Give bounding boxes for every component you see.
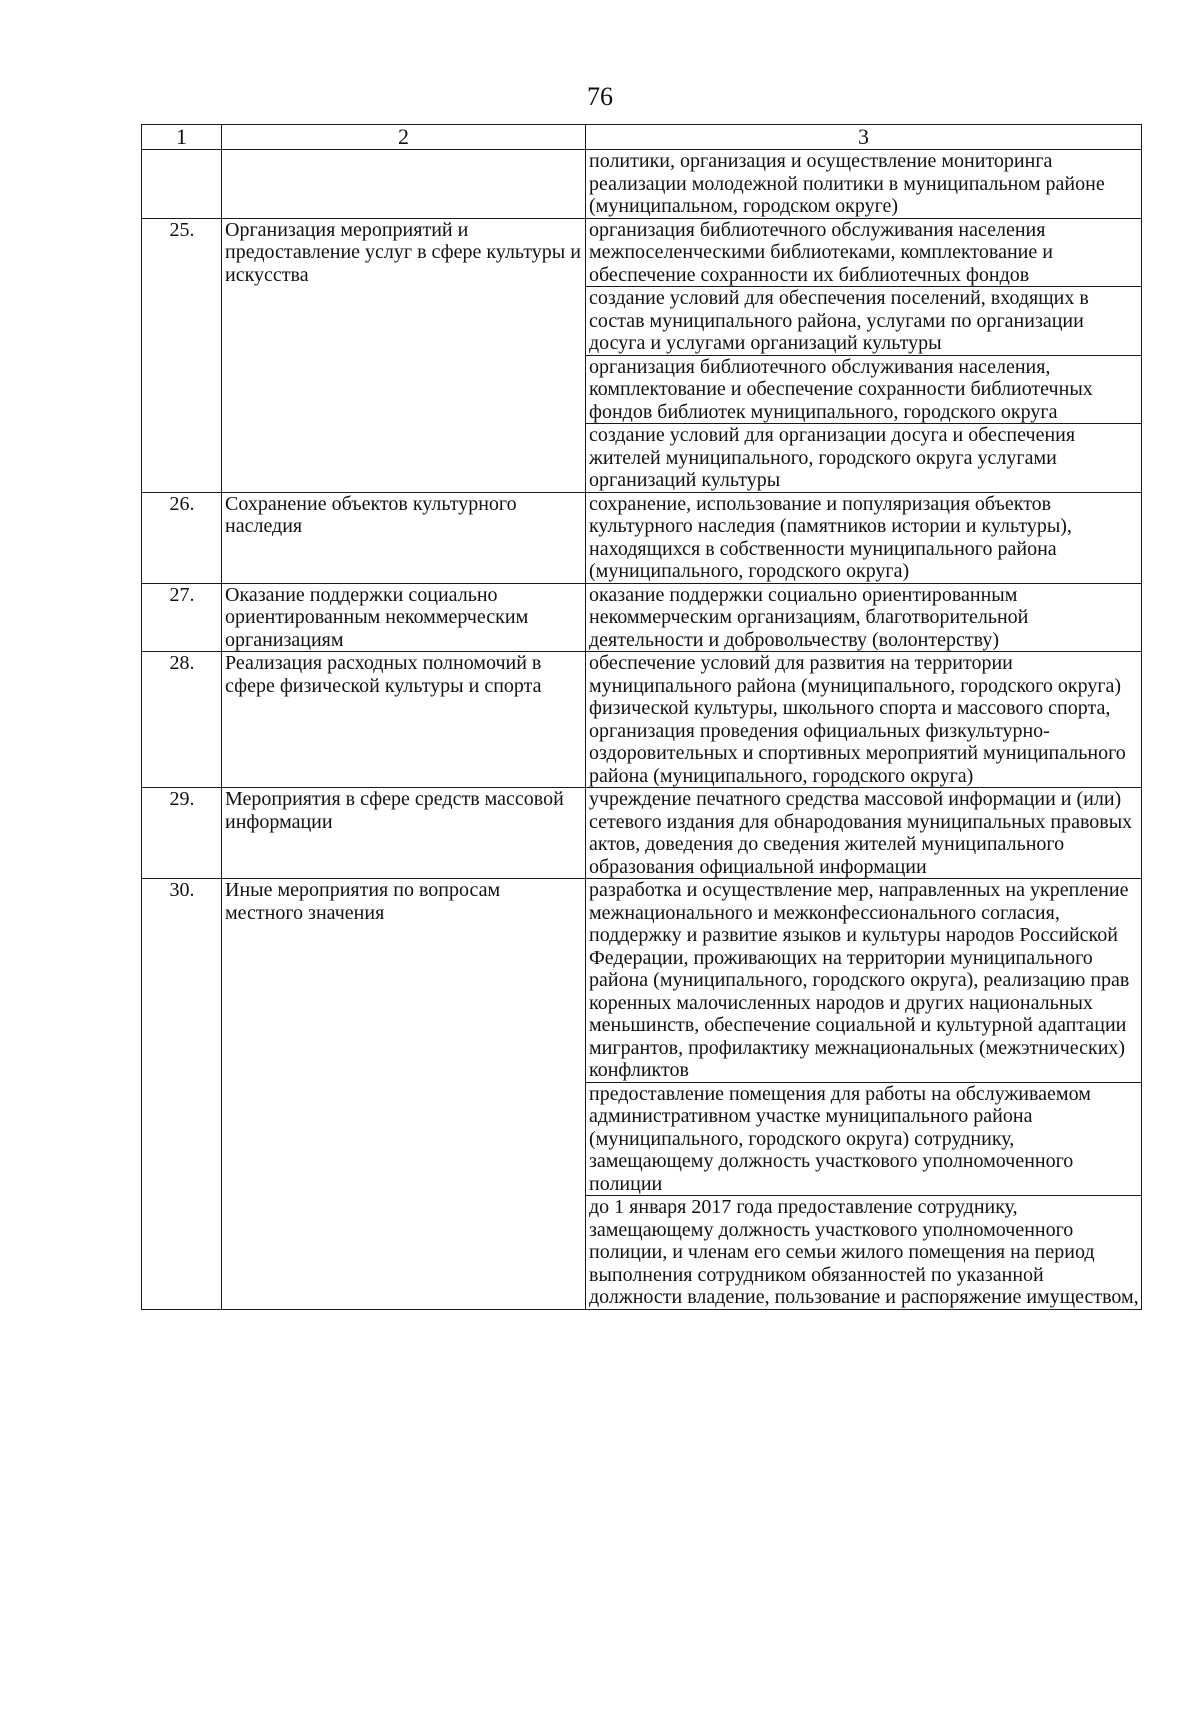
row-detail: до 1 января 2017 года предоставление сотруднику, замещающему должность участкового уполномоченного полиции, и членам его семьи жилого помещения на период выполнения сотрудником обязанностей по указанной должности владение, пользование и распоряжение имуществом, bbox=[586, 1196, 1142, 1310]
row-number: 27. bbox=[142, 583, 222, 652]
table-row-continuation bbox=[142, 150, 1142, 219]
row-detail: предоставление помещения для работы на обслуживаемом административном участке муниципального района (муниципального, городского округа) сотруднику, замещающему должность участкового уполномоченного полиции bbox=[586, 1082, 1142, 1196]
row-number: 28. bbox=[142, 652, 222, 788]
table-row-25 bbox=[142, 218, 1142, 287]
column-header-3: 3 bbox=[586, 125, 1142, 150]
row-detail: организация библиотечного обслуживания населения межпоселенческими библиотеками, комплектование и обеспечение сохранности их библиотечных фондов bbox=[586, 218, 1142, 287]
row-number: 25. bbox=[142, 218, 222, 492]
table-row-28 bbox=[142, 652, 1142, 788]
row-detail: оказание поддержки социально ориентированным некоммерческим организациям, благотворительной деятельности и добровольчеству (волонтерству) bbox=[586, 583, 1142, 652]
row-detail: учреждение печатного средства массовой информации и (или) сетевого издания для обнародования муниципальных правовых актов, доведения до сведения жителей муниципального образования официальной информации bbox=[586, 788, 1142, 879]
page-number: 76 bbox=[587, 82, 613, 111]
row-number: 26. bbox=[142, 492, 222, 583]
row-number: 29. bbox=[142, 788, 222, 879]
table-row-26 bbox=[142, 492, 1142, 583]
row-title: Реализация расходных полномочий в сфере физической культуры и спорта bbox=[222, 652, 586, 788]
table-row-29 bbox=[142, 788, 1142, 879]
row-number bbox=[142, 150, 222, 219]
row-title: Организация мероприятий и предоставление услуг в сфере культуры и искусства bbox=[222, 218, 586, 492]
table-row-27 bbox=[142, 583, 1142, 652]
row-detail: сохранение, использование и популяризация объектов культурного наследия (памятников истории и культуры), находящихся в собственности муниципального района (муниципального, городского округа) bbox=[586, 492, 1142, 583]
row-title bbox=[222, 150, 586, 219]
row-title: Оказание поддержки социально ориентированным некоммерческим организациям bbox=[222, 583, 586, 652]
row-title: Иные мероприятия по вопросам местного значения bbox=[222, 879, 586, 1310]
row-number: 30. bbox=[142, 879, 222, 1310]
column-header-1: 1 bbox=[142, 125, 222, 150]
powers-table bbox=[141, 124, 1142, 1310]
row-detail: разработка и осуществление мер, направленных на укрепление межнационального и межконфессионального согласия, поддержку и развитие языков и культуры народов Российской Федерации, проживающих на территории муниципального района (муниципального, городского округа), реализацию прав коренных малочисленных народов и других национальных меньшинств, обеспечение социальной и культурной адаптации мигрантов, профилактику межнациональных (межэтнических) конфликтов bbox=[586, 879, 1142, 1083]
table-row-30 bbox=[142, 879, 1142, 1083]
row-detail: обеспечение условий для развития на территории муниципального района (муниципального, городского округа) физической культуры, школьного спорта и массового спорта, организация проведения официальных физкультурно-оздоровительных и спортивных мероприятий муниципального района (муниципального, городского округа) bbox=[586, 652, 1142, 788]
column-header-row bbox=[142, 125, 1142, 150]
row-title: Сохранение объектов культурного наследия bbox=[222, 492, 586, 583]
row-detail: политики, организация и осуществление мониторинга реализации молодежной политики в муниципальном районе (муниципальном, городском округе) bbox=[586, 150, 1142, 219]
row-detail: создание условий для обеспечения поселений, входящих в состав муниципального района, услугами по организации досуга и услугами организаций культуры bbox=[586, 287, 1142, 356]
row-title: Мероприятия в сфере средств массовой информации bbox=[222, 788, 586, 879]
row-detail: создание условий для организации досуга и обеспечения жителей муниципального, городского округа услугами организаций культуры bbox=[586, 424, 1142, 493]
row-detail: организация библиотечного обслуживания населения, комплектование и обеспечение сохранности библиотечных фондов библиотек муниципального, городского округа bbox=[586, 355, 1142, 424]
column-header-2: 2 bbox=[222, 125, 586, 150]
